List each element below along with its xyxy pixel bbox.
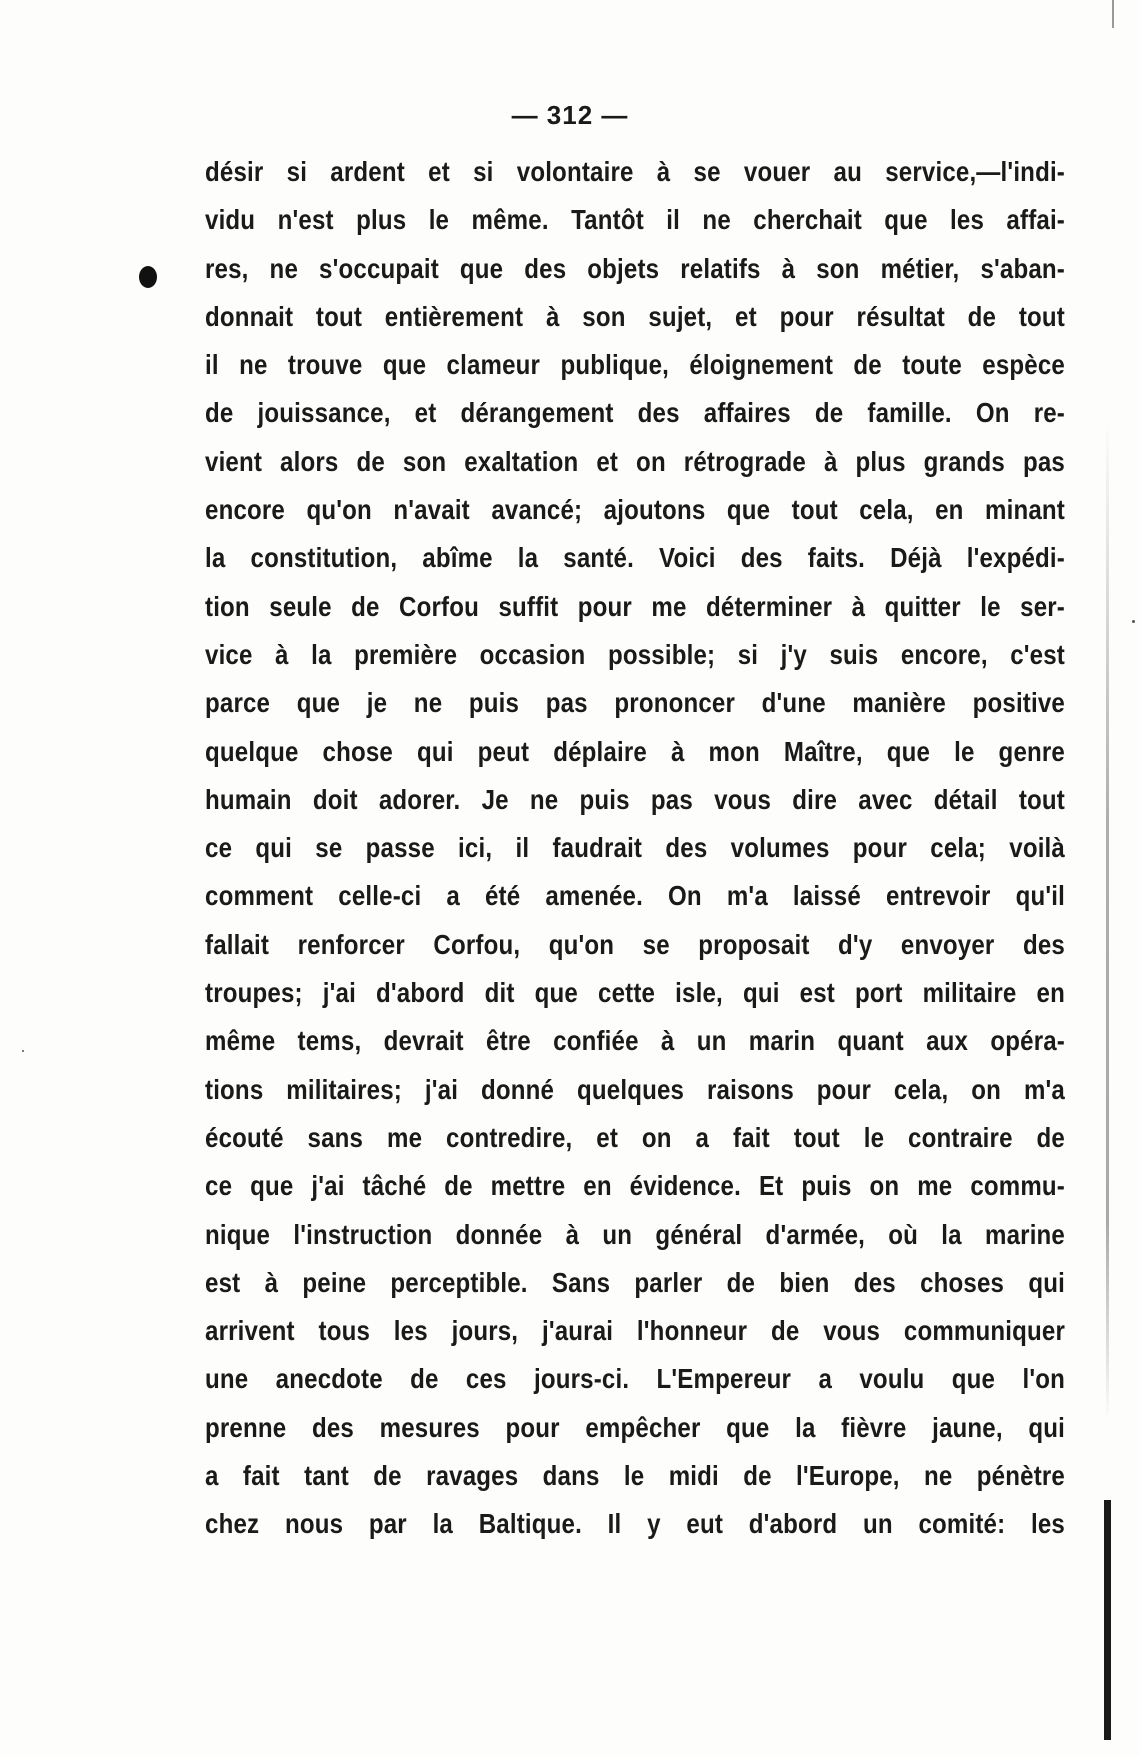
margin-ink-blot [139,266,157,288]
scan-speck [22,1050,24,1052]
scan-gutter-shadow [1106,420,1109,1420]
text-line: troupes; j'ai d'abord dit que cette isle, qui est port militaire en [205,977,1065,1009]
text-line: a fait tant de ravages dans le midi de l'Europe, ne pénètre [205,1460,1065,1492]
text-line: ce que j'ai tâché de mettre en évidence. Et puis on me commu- [205,1170,1065,1202]
text-line: nique l'instruction donnée à un général d'armée, où la marine [205,1218,1065,1250]
text-line: donnait tout entièrement à son sujet, et pour résultat de tout [205,300,1065,332]
text-line: comment celle-ci a été amenée. On m'a laissé entrevoir qu'il [205,880,1065,912]
text-line: humain doit adorer. Je ne puis pas vous dire avec détail tout [205,783,1065,815]
scan-speck [1132,620,1135,623]
text-line: tions militaires; j'ai donné quelques raisons pour cela, on m'a [205,1073,1065,1105]
scan-edge-mark [1112,0,1114,28]
text-line: même tems, devrait être confiée à un marin quant aux opéra- [205,1025,1065,1057]
text-line: vient alors de son exaltation et on rétrograde à plus grands pas [205,445,1065,477]
text-line: écouté sans me contredire, et on a fait tout le contraire de [205,1121,1065,1153]
text-line: est à peine perceptible. Sans parler de bien des choses qui [205,1266,1065,1298]
text-line: il ne trouve que clameur publique, éloignement de toute espèce [205,349,1065,381]
body-text [205,148,1065,1549]
text-line: parce que je ne puis pas prononcer d'une manière positive [205,687,1065,719]
text-line: ce qui se passe ici, il faudrait des volumes pour cela; voilà [205,832,1065,864]
text-line: encore qu'on n'avait avancé; ajoutons que tout cela, en minant [205,494,1065,526]
text-line: vidu n'est plus le même. Tantôt il ne cherchait que les affai- [205,204,1065,236]
text-line: de jouissance, et dérangement des affaires de famille. On re- [205,397,1065,429]
text-line: chez nous par la Baltique. Il y eut d'abord un comité: les [205,1508,1065,1540]
scan-edge-bar [1104,1500,1111,1740]
text-line: vice à la première occasion possible; si j'y suis encore, c'est [205,638,1065,670]
text-line: quelque chose qui peut déplaire à mon Maître, que le genre [205,735,1065,767]
text-line: désir si ardent et si volontaire à se vouer au service,—l'indi- [205,156,1065,187]
text-line: arrivent tous les jours, j'aurai l'honneur de vous communiquer [205,1315,1065,1347]
page-number: — 312 — [511,100,629,130]
text-line: fallait renforcer Corfou, qu'on se proposait d'y envoyer des [205,928,1065,960]
text-line: res, ne s'occupait que des objets relatifs à son métier, s'aban- [205,252,1065,284]
text-line: la constitution, abîme la santé. Voici des faits. Déjà l'expédi- [205,542,1065,574]
text-line: tion seule de Corfou suffit pour me déterminer à quitter le ser- [205,590,1065,622]
text-line: prenne des mesures pour empêcher que la fièvre jaune, qui [205,1411,1065,1443]
text-line: une anecdote de ces jours-ci. L'Empereur a voulu que l'on [205,1363,1065,1395]
